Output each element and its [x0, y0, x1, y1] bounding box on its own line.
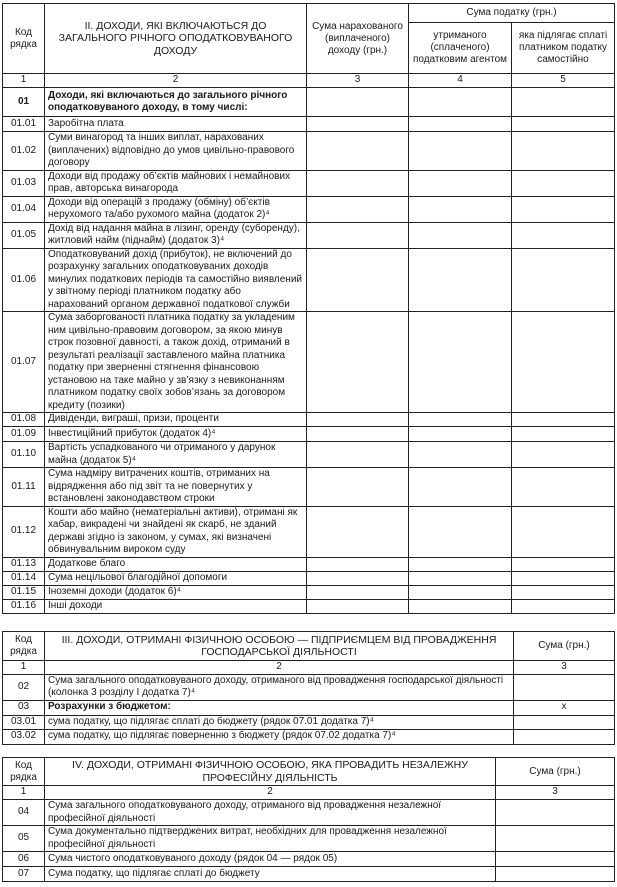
section-4-title: IV. ДОХОДИ, ОТРИМАНІ ФІЗИЧНОЮ ОСОБОЮ, ЯКА ПРОВАДИТЬ НЕЗАЛЕЖНУ ПРОФЕСІЙНУ ДІЯЛЬНІСТЬ	[45, 758, 496, 786]
accrued-income-cell[interactable]	[307, 585, 409, 599]
tax-self-paid-cell[interactable]	[512, 248, 615, 312]
row-description: Сума чистого оподатковуваного доходу (рядок 04 — рядок 05)	[45, 852, 496, 867]
row-code: 01.16	[3, 599, 45, 613]
section-2-title: II. ДОХОДИ, ЯКІ ВКЛЮЧАЮТЬСЯ ДО ЗАГАЛЬНОГО РІЧНОГО ОПОДАТКОВУВАНОГО ДОХОДУ	[45, 4, 307, 74]
column-number: 2	[45, 786, 496, 800]
column-number: 4	[409, 74, 512, 88]
tax-withheld-header: утриманого (сплаченого) податковим агентом	[409, 23, 512, 74]
tax-self-paid-cell[interactable]	[512, 506, 615, 557]
tax-self-paid-cell[interactable]	[512, 88, 615, 117]
row-code: 03.02	[3, 729, 45, 744]
tax-withheld-cell[interactable]	[409, 248, 512, 312]
row-description: сума податку, що підлягає поверненню з бюджету (рядок 07.02 додатка 7)⁴	[45, 729, 514, 744]
tax-self-paid-cell[interactable]	[512, 599, 615, 613]
tax-self-paid-cell[interactable]	[512, 170, 615, 196]
column-number: 2	[45, 661, 514, 675]
sum-cell[interactable]	[514, 729, 615, 744]
section-3-title: III. ДОХОДИ, ОТРИМАНІ ФІЗИЧНОЮ ОСОБОЮ — ПІДПРИЄМЦЕМ ВІД ПРОВАДЖЕННЯ ГОСПОДАРСЬКОЇ ДІЯЛЬНОСТІ	[45, 632, 514, 661]
tax-withheld-cell[interactable]	[409, 427, 512, 442]
column-number: 3	[514, 661, 615, 675]
accrued-income-cell[interactable]	[307, 413, 409, 427]
accrued-income-cell[interactable]	[307, 557, 409, 571]
tax-self-paid-cell[interactable]	[512, 557, 615, 571]
table-row	[3, 867, 615, 882]
row-description: Додаткове благо	[45, 557, 307, 571]
row-code: 02	[3, 674, 45, 700]
row-description: Дивіденди, виграші, призи, проценти	[45, 413, 307, 427]
tax-withheld-cell[interactable]	[409, 506, 512, 557]
table-row	[3, 852, 615, 867]
tax-withheld-cell[interactable]	[409, 222, 512, 248]
row-code: 03.01	[3, 715, 45, 729]
row-code: 04	[3, 800, 45, 826]
row-code: 05	[3, 826, 45, 852]
column-number: 3	[307, 74, 409, 88]
row-description: Сума надміру витрачених коштів, отриманих на відрядження або під звіт та не повернутих у встановлені законодавством строки	[45, 468, 307, 507]
row-description: Інвестиційний прибуток (додаток 4)⁴	[45, 427, 307, 442]
column-number: 5	[512, 74, 615, 88]
tax-self-paid-header: яка підлягає сплаті платником податку самостійно	[512, 23, 615, 74]
sum-header: Сума (грн.)	[496, 758, 615, 786]
sum-cell[interactable]	[496, 852, 615, 867]
row-code: 01.13	[3, 557, 45, 571]
row-description: Дохід від надання майна в лізинг, оренду (суборенду), житловий найм (піднайм) (додаток 3)⁴	[45, 222, 307, 248]
table-row	[3, 700, 615, 715]
tax-withheld-cell[interactable]	[409, 312, 512, 413]
tax-withheld-cell[interactable]	[409, 585, 512, 599]
table-row	[3, 413, 615, 427]
row-code: 01.07	[3, 312, 45, 413]
row-description: Суми винагород та інших виплат, нарахованих (виплачених) відповідно до умов цивільно-правового договору	[45, 132, 307, 171]
code-header: Код рядка	[3, 758, 45, 786]
row-description: Доходи від продажу об’єктів майнових і немайнових прав, авторська винагорода	[45, 170, 307, 196]
code-header: Код рядка	[3, 4, 45, 74]
table-row	[3, 729, 615, 744]
table-row	[3, 557, 615, 571]
table-row	[3, 826, 615, 852]
accrued-income-cell[interactable]	[307, 117, 409, 132]
accrued-income-cell[interactable]	[307, 88, 409, 117]
accrued-income-cell[interactable]	[307, 170, 409, 196]
tax-self-paid-cell[interactable]	[512, 196, 615, 222]
tax-withheld-cell[interactable]	[409, 557, 512, 571]
row-description: Інші доходи	[45, 599, 307, 613]
tax-self-paid-cell[interactable]	[512, 413, 615, 427]
row-description: Сума загального оподатковуваного доходу, отриманого від провадження господарської діяльності (колонка 3 розділу I додатка 7)⁴	[45, 674, 514, 700]
tax-self-paid-cell[interactable]	[512, 442, 615, 468]
row-description: Сума документальнo підтверджених витрат, необхідних для провадження незалежної професійної діяльності	[45, 826, 496, 852]
row-description: Оподатковуваний дохід (прибуток), не включений до розрахунку загальних оподатковуваних доходів минулих податкових періодів та самостійно виявлений у звітному періоді платником податку або нарахований органом державної податкової служби	[45, 248, 307, 312]
table-row	[3, 170, 615, 196]
row-description: Сума загального оподатковуваного доходу, отриманого від провадження незалежної професійної діяльності	[45, 800, 496, 826]
table-row	[3, 117, 615, 132]
tax-self-paid-cell[interactable]	[512, 468, 615, 507]
code-header: Код рядка	[3, 632, 45, 661]
row-description: сума податку, що підлягає сплаті до бюджету (рядок 07.01 додатка 7)⁴	[45, 715, 514, 729]
row-code: 01.01	[3, 117, 45, 132]
section-4-table	[2, 757, 615, 882]
tax-withheld-cell[interactable]	[409, 571, 512, 585]
tax-withheld-cell[interactable]	[409, 117, 512, 132]
column-numbers-row	[3, 661, 615, 675]
sum-cell[interactable]	[496, 867, 615, 882]
table-row	[3, 222, 615, 248]
accrued-income-cell[interactable]	[307, 506, 409, 557]
row-description: Заробітна плата	[45, 117, 307, 132]
accrued-income-cell[interactable]	[307, 427, 409, 442]
column-number: 2	[45, 74, 307, 88]
column-numbers-row	[3, 74, 615, 88]
row-code: 01.10	[3, 442, 45, 468]
accrued-income-cell[interactable]	[307, 248, 409, 312]
tax-self-paid-cell[interactable]	[512, 132, 615, 171]
row-description: Іноземні доходи (додаток 6)⁴	[45, 585, 307, 599]
tax-withheld-cell[interactable]	[409, 442, 512, 468]
table-row	[3, 715, 615, 729]
table-row	[3, 674, 615, 700]
row-code: 01.05	[3, 222, 45, 248]
row-code: 06	[3, 852, 45, 867]
row-code: 01.02	[3, 132, 45, 171]
column-number: 1	[3, 661, 45, 675]
row-description: Вартість успадкованого чи отриманого у дарунок майна (додаток 5)⁴	[45, 442, 307, 468]
table-row	[3, 468, 615, 507]
accrued-income-cell[interactable]	[307, 599, 409, 613]
column-number: 1	[3, 74, 45, 88]
tax-self-paid-cell[interactable]	[512, 222, 615, 248]
tax-withheld-cell[interactable]	[409, 468, 512, 507]
table-row	[3, 88, 615, 117]
tax-self-paid-cell[interactable]	[512, 571, 615, 585]
tax-self-paid-cell[interactable]	[512, 312, 615, 413]
sum-cell: x	[514, 700, 615, 715]
row-description: Сума заборгованості платника податку за укладеним ним цивільно-правовим договором, за якою минув строк позовної давності, а також дохід, отриманий в результаті реалізації заставленого майна платника податку при зверненні стягнення фінансовою установою на таке майно у зв’язку з невиконанням платником податку своїх зобов’язань за договором кредиту (позики)	[45, 312, 307, 413]
accrued-income-cell[interactable]	[307, 132, 409, 171]
accrued-income-cell[interactable]	[307, 571, 409, 585]
column-numbers-row	[3, 786, 615, 800]
tax-withheld-cell[interactable]	[409, 170, 512, 196]
sum-cell[interactable]	[514, 674, 615, 700]
accrued-income-cell[interactable]	[307, 196, 409, 222]
accrued-income-cell[interactable]	[307, 442, 409, 468]
accrued-income-cell[interactable]	[307, 312, 409, 413]
section-3-table	[2, 631, 615, 745]
table-row	[3, 196, 615, 222]
tax-self-paid-cell[interactable]	[512, 427, 615, 442]
tax-withheld-cell[interactable]	[409, 88, 512, 117]
row-description: Доходи від операцій з продажу (обміну) об’єктів нерухомого та/або рухомого майна (додаток 2)⁴	[45, 196, 307, 222]
accrued-income-cell[interactable]	[307, 468, 409, 507]
tax-self-paid-cell[interactable]	[512, 585, 615, 599]
table-row	[3, 506, 615, 557]
accrued-income-header: Сума нарахованого (виплаченого) доходу (грн.)	[307, 4, 409, 74]
sum-cell[interactable]	[496, 800, 615, 826]
table-row	[3, 248, 615, 312]
table-row	[3, 585, 615, 599]
row-description: Розрахунки з бюджетом:	[45, 700, 514, 715]
row-code: 03	[3, 700, 45, 715]
column-number: 1	[3, 786, 45, 800]
row-code: 07	[3, 867, 45, 882]
sum-cell[interactable]	[514, 715, 615, 729]
row-description: Сума податку, що підлягає сплаті до бюджету	[45, 867, 496, 882]
row-description: Кошти або майно (нематеріальні активи), отримані як хабар, викрадені чи знайдені як скарб, не зданий державі згідно із законом, у сумах, які визначені обвинувальним вироком суду	[45, 506, 307, 557]
accrued-income-cell[interactable]	[307, 222, 409, 248]
row-code: 01.09	[3, 427, 45, 442]
row-code: 01.12	[3, 506, 45, 557]
row-code: 01.11	[3, 468, 45, 507]
row-code: 01	[3, 88, 45, 117]
row-code: 01.03	[3, 170, 45, 196]
row-code: 01.06	[3, 248, 45, 312]
sum-header: Сума (грн.)	[514, 632, 615, 661]
row-description: Доходи, які включаються до загального річного оподатковуваного доходу, в тому числі:	[45, 88, 307, 117]
tax-withheld-cell[interactable]	[409, 196, 512, 222]
tax-withheld-cell[interactable]	[409, 413, 512, 427]
table-row	[3, 132, 615, 171]
table-row	[3, 312, 615, 413]
section-2-table	[2, 3, 615, 614]
row-code: 01.08	[3, 413, 45, 427]
row-code: 01.04	[3, 196, 45, 222]
table-row	[3, 442, 615, 468]
row-description: Сума нецільової благодійної допомоги	[45, 571, 307, 585]
sum-cell[interactable]	[496, 826, 615, 852]
row-code: 01.15	[3, 585, 45, 599]
table-row	[3, 571, 615, 585]
row-code: 01.14	[3, 571, 45, 585]
tax-self-paid-cell[interactable]	[512, 117, 615, 132]
tax-withheld-cell[interactable]	[409, 132, 512, 171]
tax-amount-header: Сума податку (грн.)	[409, 4, 615, 23]
table-row	[3, 800, 615, 826]
table-row	[3, 599, 615, 613]
column-number: 3	[496, 786, 615, 800]
table-row	[3, 427, 615, 442]
tax-withheld-cell[interactable]	[409, 599, 512, 613]
